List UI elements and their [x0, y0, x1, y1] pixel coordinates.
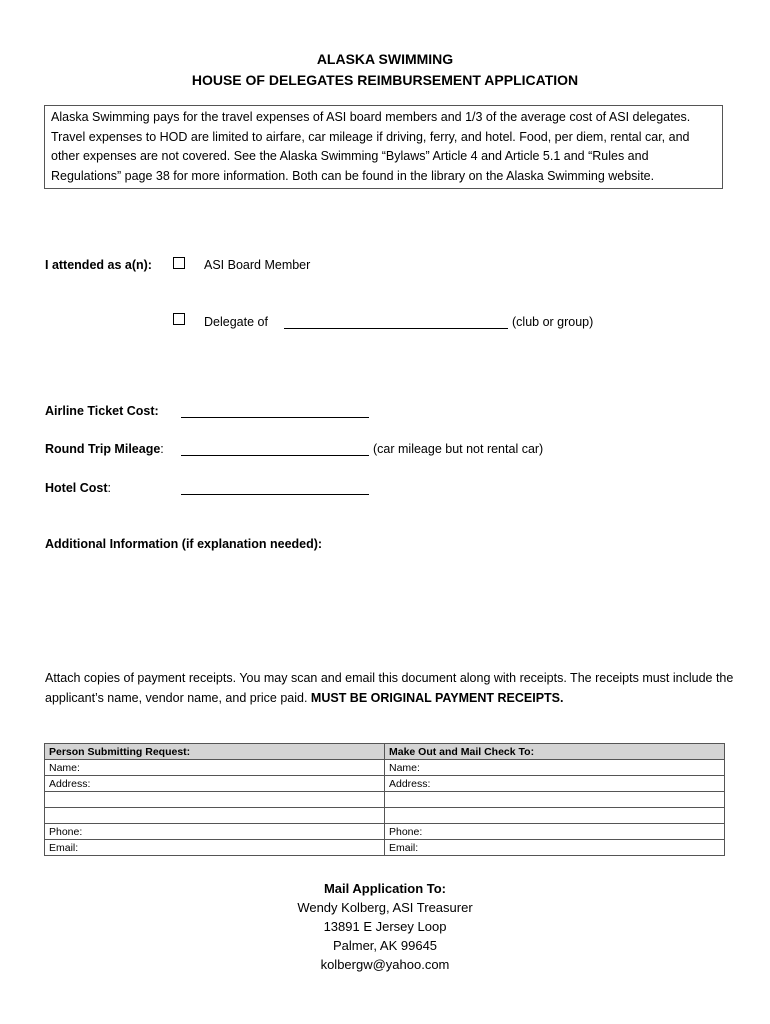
mileage-field[interactable] — [181, 455, 369, 456]
mail-to-street: 13891 E Jersey Loop — [323, 919, 447, 934]
form-title: HOUSE OF DELEGATES REIMBURSEMENT APPLICATION — [191, 72, 579, 88]
submitter-header: Person Submitting Request: — [45, 744, 385, 760]
intro-text: Alaska Swimming pays for the travel expenses of ASI board members and 1/3 of the average cost of ASI delegates. Travel expenses to HOD are limited to airfare, car mileage if driving, ferry, and hotel. Food, per diem, rental car, and other expenses are not covered. See the Alaska Swimming “Bylaws” Article 4 and Article 5.1 and “Rules and Regulations” page 38 for more information. Both can be found in the library on the Alaska Swimming website. — [51, 110, 691, 183]
mileage-colon: : — [160, 442, 164, 456]
payee-name-field[interactable]: Name: — [385, 760, 725, 776]
submitter-address-line-2[interactable] — [45, 792, 385, 808]
board-member-checkbox[interactable] — [173, 257, 185, 269]
additional-info-label: Additional Information (if explanation needed): — [45, 537, 323, 551]
mail-to-email: kolbergw@yahoo.com — [320, 957, 450, 972]
airline-cost-field[interactable] — [181, 417, 369, 418]
mileage-note: (car mileage but not rental car) — [373, 442, 544, 456]
attach-emphasis: MUST BE ORIGINAL PAYMENT RECEIPTS. — [310, 691, 564, 705]
intro-box — [44, 105, 723, 189]
submitter-name-field[interactable]: Name: — [45, 760, 385, 776]
payee-email-field[interactable]: Email: — [385, 840, 725, 856]
hotel-cost-field[interactable] — [181, 494, 369, 495]
attach-text: Attach copies of payment receipts. You may scan and email this document along with receipts. The receipts must include the applicant’s name, vendor name, and price paid. — [45, 671, 734, 705]
table-row — [45, 824, 725, 840]
table-row — [45, 776, 725, 792]
attach-instructions — [45, 668, 735, 708]
org-title: ALASKA SWIMMING — [316, 51, 454, 67]
payee-address-line-3[interactable] — [385, 808, 725, 824]
mail-to-name: Wendy Kolberg, ASI Treasurer — [297, 900, 473, 915]
submitter-address-line-3[interactable] — [45, 808, 385, 824]
delegate-club-field[interactable] — [284, 328, 508, 329]
payee-header: Make Out and Mail Check To: — [385, 744, 725, 760]
submitter-email-field[interactable]: Email: — [45, 840, 385, 856]
mail-to-heading: Mail Application To: — [323, 881, 447, 896]
payee-phone-field[interactable]: Phone: — [385, 824, 725, 840]
mileage-label: Round Trip Mileage — [45, 442, 161, 456]
delegate-label: Delegate of — [204, 315, 268, 329]
table-row — [45, 808, 725, 824]
payee-address-field[interactable]: Address: — [385, 776, 725, 792]
attendance-label: I attended as a(n): — [45, 258, 152, 272]
payee-address-line-2[interactable] — [385, 792, 725, 808]
table-row — [45, 792, 725, 808]
delegate-checkbox[interactable] — [173, 313, 185, 325]
table-row — [45, 760, 725, 776]
mileage-label-wrap — [45, 442, 164, 456]
hotel-label-wrap — [45, 481, 111, 495]
table-row — [45, 840, 725, 856]
board-member-label: ASI Board Member — [204, 258, 311, 272]
hotel-label: Hotel Cost — [45, 481, 108, 495]
submitter-phone-field[interactable]: Phone: — [45, 824, 385, 840]
airline-cost-label: Airline Ticket Cost: — [45, 404, 159, 418]
table-header-row — [45, 744, 725, 760]
mail-to-block — [0, 879, 770, 974]
contact-table — [44, 743, 725, 856]
additional-info-area[interactable] — [45, 560, 725, 655]
mail-to-city: Palmer, AK 99645 — [332, 938, 438, 953]
hotel-colon: : — [107, 481, 111, 495]
delegate-suffix: (club or group) — [512, 315, 594, 329]
submitter-address-field[interactable]: Address: — [45, 776, 385, 792]
